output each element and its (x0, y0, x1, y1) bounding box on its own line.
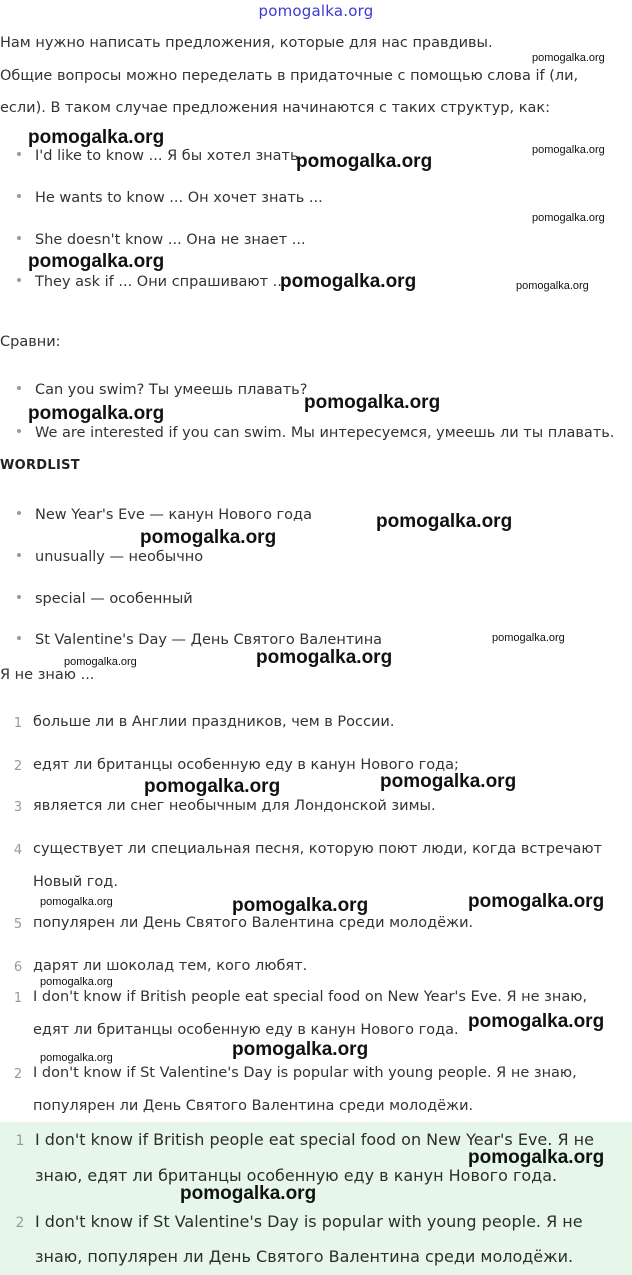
watermark: pomogalka.org (280, 271, 417, 292)
watermark: pomogalka.org (40, 896, 113, 908)
task-text: популярен ли День Святого Валентина среди молодёжи. (33, 915, 474, 931)
watermark: pomogalka.org (492, 632, 565, 644)
intro-line: если). В таком случае предложения начинаются с таких структур, как: (0, 100, 550, 116)
task-lead: Я не знаю ... (0, 667, 95, 683)
watermark: pomogalka.org (28, 127, 165, 148)
list-item: New Year's Eve — канун Нового года (17, 507, 312, 523)
item-number: 1 (15, 1133, 25, 1149)
example-text: популярен ли День Святого Валентина среди молодёжи. (33, 1098, 474, 1114)
list-item: special — особенный (17, 591, 193, 607)
item-number: 2 (15, 1215, 25, 1231)
example-text: едят ли британцы особенную еду в канун Нового года. (33, 1022, 459, 1038)
bullet-icon (17, 429, 21, 433)
bullet-icon (17, 278, 21, 282)
site-logo[interactable]: pomogalka.org (258, 2, 374, 20)
compare-label: Сравни: (0, 334, 61, 350)
bullet-icon (17, 511, 21, 515)
watermark: pomogalka.org (380, 771, 517, 792)
item-number: 1 (13, 716, 23, 731)
item-number: 4 (13, 843, 23, 858)
watermark: pomogalka.org (296, 151, 433, 172)
list-item: We are interested if you can swim. Мы интересуемся, умеешь ли ты плавать. (17, 425, 614, 441)
list-item: Can you swim? Ты умеешь плавать? (17, 382, 307, 398)
list-item: He wants to know ... Он хочет знать ... (17, 190, 323, 206)
bullet-icon (17, 152, 21, 156)
watermark: pomogalka.org (64, 656, 137, 668)
bullet-icon (17, 595, 21, 599)
example-text: I don't know if British people eat special food on New Year's Eve. Я не знаю, (33, 989, 588, 1005)
bullet-icon (17, 236, 21, 240)
watermark: pomogalka.org (28, 403, 165, 424)
watermark: pomogalka.org (180, 1183, 317, 1204)
item-number: 5 (13, 917, 23, 932)
item-number: 2 (13, 759, 23, 774)
watermark: pomogalka.org (40, 976, 113, 988)
wordlist-heading: WORDLIST (0, 458, 80, 473)
answer-text: I don't know if St Valentine's Day is popular with young people. Я не (35, 1212, 583, 1231)
watermark: pomogalka.org (532, 144, 605, 156)
watermark: pomogalka.org (532, 52, 605, 64)
item-number: 3 (13, 800, 23, 815)
watermark: pomogalka.org (256, 647, 393, 668)
task-text: едят ли британцы особенную еду в канун Нового года; (33, 757, 459, 773)
intro-line: Общие вопросы можно переделать в придаточные с помощью слова if (ли, (0, 68, 579, 84)
watermark: pomogalka.org (232, 1039, 369, 1060)
item-number: 6 (13, 960, 23, 975)
list-item: I'd like to know ... Я бы хотел знать ... (17, 148, 317, 164)
task-text: Новый год. (33, 874, 118, 890)
watermark: pomogalka.org (40, 1052, 113, 1064)
watermark: pomogalka.org (304, 392, 441, 413)
answer-text: знаю, едят ли британцы особенную еду в канун Нового года. (35, 1166, 558, 1185)
answer-text: I don't know if British people eat special food on New Year's Eve. Я не (35, 1130, 594, 1149)
example-text: I don't know if St Valentine's Day is popular with young people. Я не знаю, (33, 1065, 577, 1081)
watermark: pomogalka.org (28, 251, 165, 272)
bullet-icon (17, 386, 21, 390)
answer-text: знаю, популярен ли День Святого Валентина среди молодёжи. (35, 1247, 574, 1266)
list-item: unusually — необычно (17, 549, 203, 565)
list-item: St Valentine's Day — День Святого Валентина (17, 632, 382, 648)
list-item: She doesn't know ... Она не знает ... (17, 232, 306, 248)
watermark: pomogalka.org (232, 895, 369, 916)
bullet-icon (17, 553, 21, 557)
watermark: pomogalka.org (516, 280, 589, 292)
watermark: pomogalka.org (376, 511, 513, 532)
intro-line: Нам нужно написать предложения, которые для нас правдивы. (0, 35, 493, 51)
bullet-icon (17, 194, 21, 198)
task-text: больше ли в Англии праздников, чем в России. (33, 714, 395, 730)
watermark: pomogalka.org (468, 1147, 605, 1168)
task-text: существует ли специальная песня, которую поют люди, когда встречают (33, 841, 603, 857)
watermark: pomogalka.org (140, 527, 277, 548)
list-item: They ask if ... Они спрашивают ... (17, 274, 286, 290)
task-text: является ли снег необычным для Лондонской зимы. (33, 798, 436, 814)
bullet-icon (17, 636, 21, 640)
item-number: 1 (13, 991, 23, 1006)
watermark: pomogalka.org (468, 1011, 605, 1032)
item-number: 2 (13, 1067, 23, 1082)
watermark: pomogalka.org (468, 891, 605, 912)
watermark: pomogalka.org (532, 212, 605, 224)
watermark: pomogalka.org (144, 776, 281, 797)
task-text: дарят ли шоколад тем, кого любят. (33, 958, 308, 974)
